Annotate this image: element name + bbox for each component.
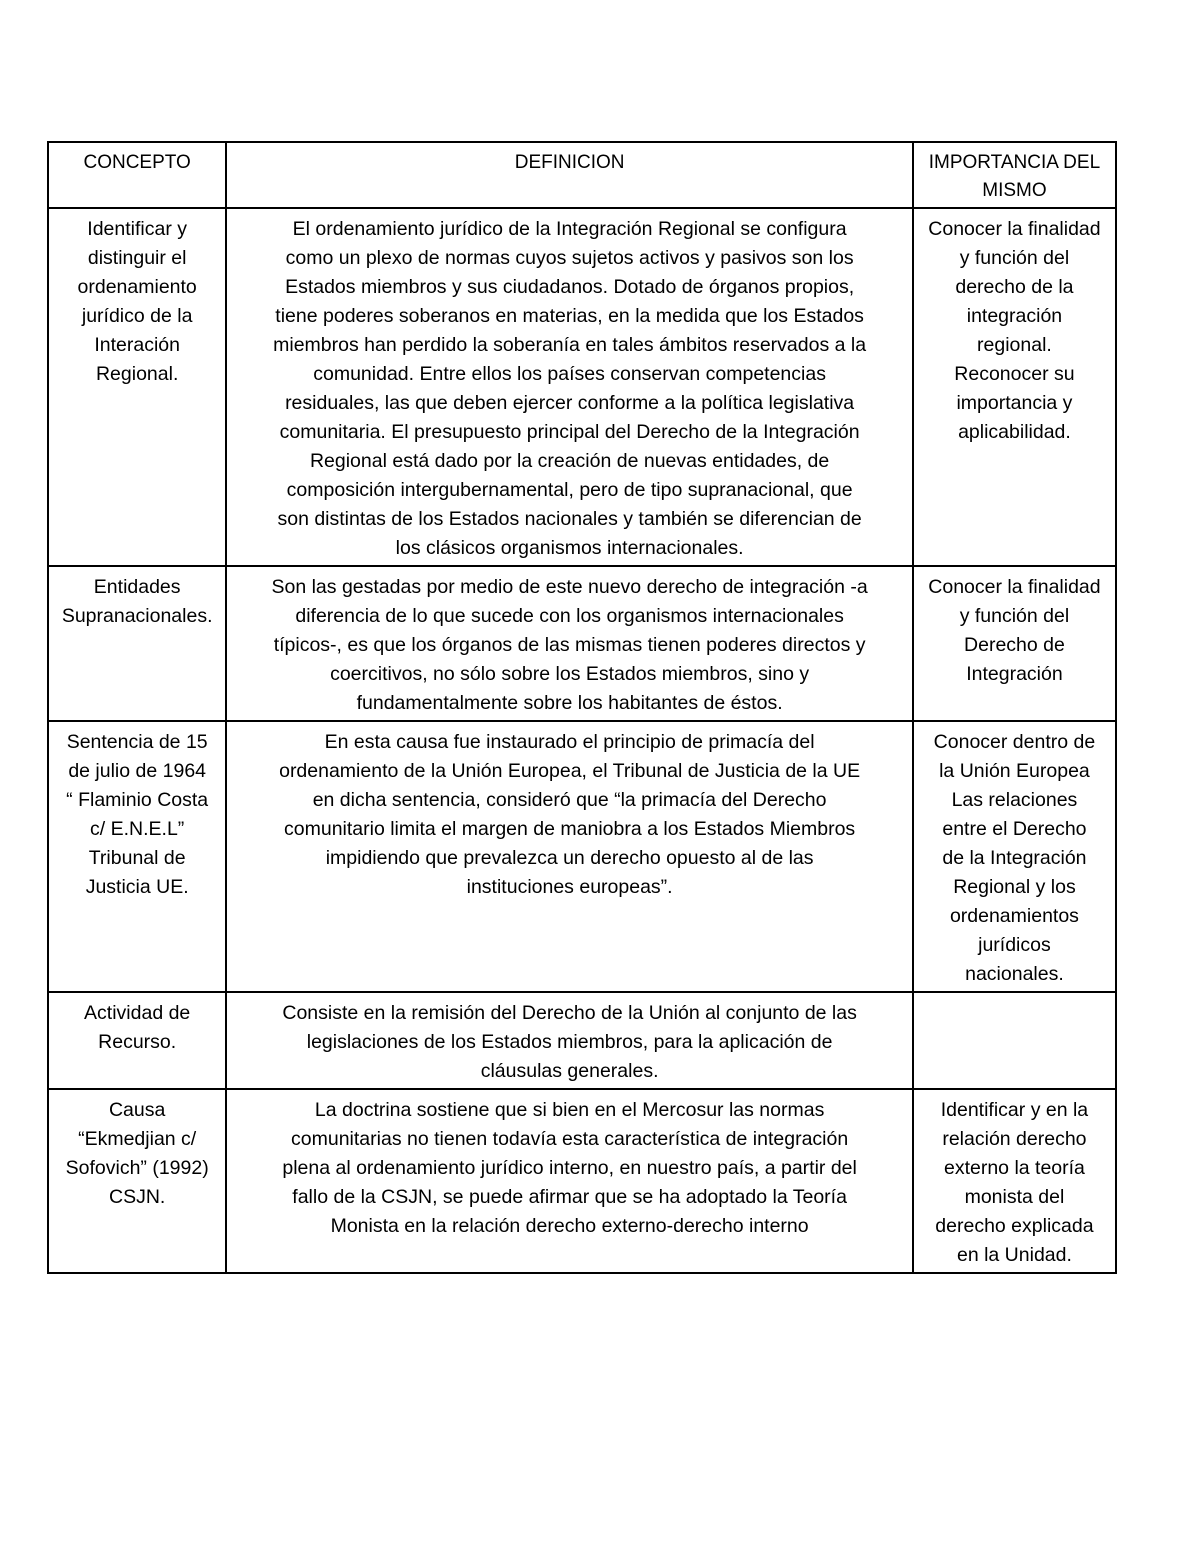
- cell-importancia: [913, 992, 1116, 1089]
- cell-definicion: Son las gestadas por medio de este nuevo derecho de integración -a diferencia de lo que sucede con los organismos internacionales típicos-, es que los órganos de las mismas tienen poderes directos y coercitivos, no sólo sobre los Estados miembros, sino y fundamentalmente sobre los habitantes de éstos.: [226, 566, 913, 721]
- table-row: [48, 1089, 1116, 1273]
- table-row: [48, 992, 1116, 1089]
- header-importancia: IMPORTANCIA DEL MISMO: [913, 142, 1116, 208]
- cell-importancia: Conocer la finalidad y función del Derecho de Integración: [913, 566, 1116, 721]
- table-row: [48, 208, 1116, 566]
- cell-definicion: El ordenamiento jurídico de la Integración Regional se configura como un plexo de normas cuyos sujetos activos y pasivos son los Estados miembros y sus ciudadanos. Dotado de órganos propios, tiene poderes soberanos en materias, en la medida que los Estados miembros han perdido la soberanía en tales ámbitos reservados a la comunidad. Entre ellos los países conservan competencias residuales, las que deben ejercer conforme a la política legislativa comunitaria. El presupuesto principal del Derecho de la Integración Regional está dado por la creación de nuevas entidades, de composición intergubernamental, pero de tipo supranacional, que son distintas de los Estados nacionales y también se diferencian de los clásicos organismos internacionales.: [226, 208, 913, 566]
- cell-concepto: Entidades Supranacionales.: [48, 566, 226, 721]
- cell-definicion: En esta causa fue instaurado el principio de primacía del ordenamiento de la Unión Europea, el Tribunal de Justicia de la UE en dicha sentencia, consideró que “la primacía del Derecho comunitario limita el margen de maniobra a los Estados Miembros impidiendo que prevalezca un derecho opuesto al de las instituciones europeas”.: [226, 721, 913, 992]
- cell-concepto: Sentencia de 15 de julio de 1964 “ Flaminio Costa c/ E.N.E.L” Tribunal de Justicia UE.: [48, 721, 226, 992]
- table-row: [48, 566, 1116, 721]
- table-row: [48, 721, 1116, 992]
- cell-concepto: Causa “Ekmedjian c/ Sofovich” (1992) CSJN.: [48, 1089, 226, 1273]
- concept-table: [47, 141, 1117, 1274]
- header-concepto: CONCEPTO: [48, 142, 226, 208]
- cell-importancia: Conocer la finalidad y función del derecho de la integración regional. Reconocer su importancia y aplicabilidad.: [913, 208, 1116, 566]
- cell-concepto: Identificar y distinguir el ordenamiento jurídico de la Interación Regional.: [48, 208, 226, 566]
- cell-concepto: Actividad de Recurso.: [48, 992, 226, 1089]
- cell-definicion: La doctrina sostiene que si bien en el Mercosur las normas comunitarias no tienen todavía esta característica de integración plena al ordenamiento jurídico interno, en nuestro país, a partir del fallo de la CSJN, se puede afirmar que se ha adoptado la Teoría Monista en la relación derecho externo-derecho interno: [226, 1089, 913, 1273]
- header-definicion: DEFINICION: [226, 142, 913, 208]
- cell-importancia: Conocer dentro de la Unión Europea Las relaciones entre el Derecho de la Integración Regional y los ordenamientos jurídicos nacionales.: [913, 721, 1116, 992]
- cell-definicion: Consiste en la remisión del Derecho de la Unión al conjunto de las legislaciones de los Estados miembros, para la aplicación de cláusulas generales.: [226, 992, 913, 1089]
- cell-importancia: Identificar y en la relación derecho externo la teoría monista del derecho explicada en la Unidad.: [913, 1089, 1116, 1273]
- table-header-row: [48, 142, 1116, 208]
